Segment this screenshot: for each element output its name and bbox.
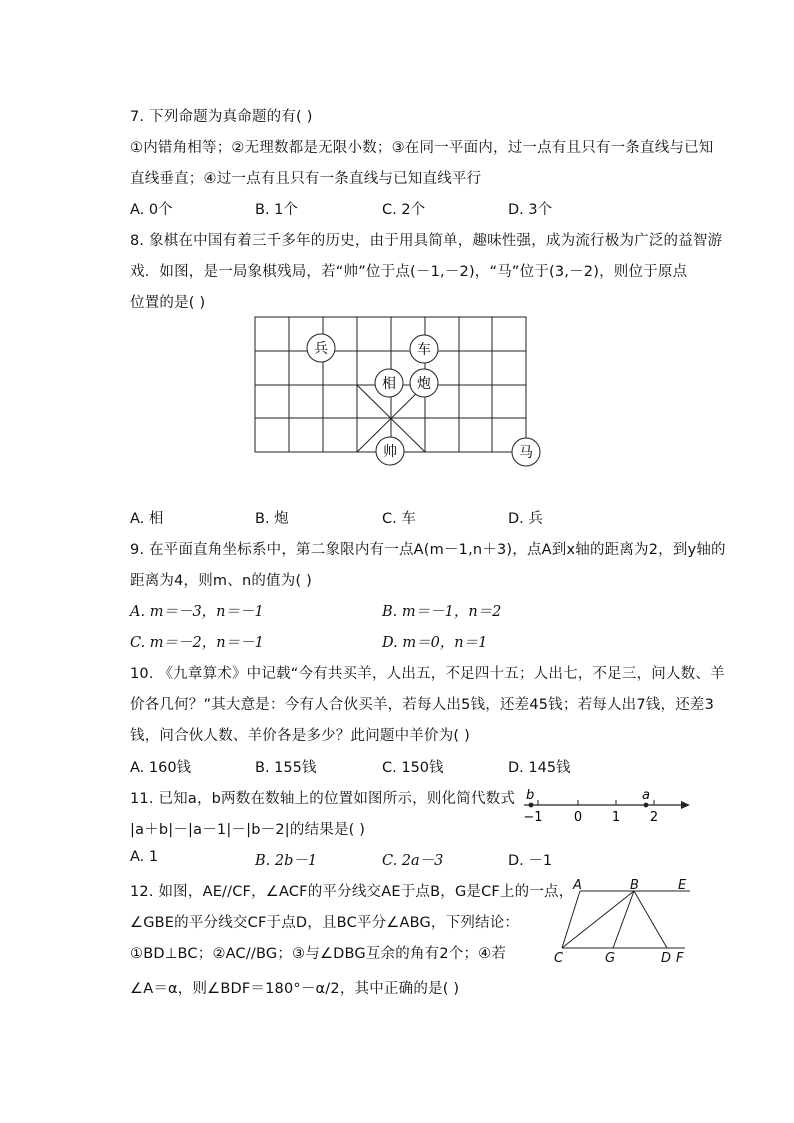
point-a-dot xyxy=(644,803,649,808)
geometry-figure xyxy=(545,878,705,968)
number-line-figure xyxy=(508,788,696,826)
q7-option-d: D. 3个 xyxy=(508,202,553,218)
label-c: C xyxy=(554,951,564,966)
q7-option-a: A. 0个 xyxy=(130,202,173,218)
piece-bing xyxy=(307,334,335,362)
piece-pao-label: 炮 xyxy=(417,376,431,392)
q7-stem: 7. 下列命题为真命题的有( ) xyxy=(130,109,313,125)
piece-che xyxy=(410,335,438,363)
label-g: G xyxy=(605,951,616,966)
q8-line1: 8. 象棋在中国有着三千多年的历史，由于用具简单，趣味性强，成为流行极为广泛的益智游 xyxy=(130,233,723,249)
label-e: E xyxy=(678,878,687,893)
q11-line2: |a＋b|－|a－1|－|b－2|的结果是( ) xyxy=(130,822,366,838)
xiangqi-board-figure xyxy=(240,310,550,470)
q10-line3: 钱，问合伙人数、羊价各是多少？此问题中羊价为( ) xyxy=(130,728,470,744)
tick-label-2: 2 xyxy=(649,810,659,825)
piece-xiang-label: 相 xyxy=(382,376,396,392)
q12-line2: ∠GBE的平分线交CF于点D，且BC平分∠ABG，下列结论： xyxy=(130,915,520,931)
q10-line2: 价各几何？”其大意是：今有人合伙买羊，若每人出5钱，还差45钱；若每人出7钱，还差3 xyxy=(130,697,715,713)
tick-label-1: 1 xyxy=(611,810,621,825)
tick-label-neg1: −1 xyxy=(523,810,543,825)
piece-che-label: 车 xyxy=(417,342,431,358)
q10-option-a: A. 160钱 xyxy=(130,760,192,776)
axis-arrow-icon xyxy=(681,801,690,809)
q7-option-c: C. 2个 xyxy=(382,202,426,218)
q11-option-a: A. 1 xyxy=(130,849,159,865)
piece-bing-label: 兵 xyxy=(314,341,328,357)
q11-option-d: D. －1 xyxy=(508,853,553,869)
q8-option-a: A. 相 xyxy=(130,511,164,527)
label-f: F xyxy=(676,951,684,966)
q10-option-c: C. 150钱 xyxy=(382,760,444,776)
q8-line3: 位置的是( ) xyxy=(130,295,206,311)
q8-option-d: D. 兵 xyxy=(508,511,543,527)
q10-option-d: D. 145钱 xyxy=(508,760,571,776)
label-d: D xyxy=(661,951,672,966)
q7-line1: ①内错角相等；②无理数都是无限小数；③在同一平面内，过一点有且只有一条直线与已知 xyxy=(130,140,714,156)
q9-line2: 距离为4，则m、n的值为( ) xyxy=(130,573,312,589)
piece-ma xyxy=(512,438,540,466)
segment-ac xyxy=(562,891,580,948)
piece-pao xyxy=(410,369,438,397)
q9-option-c: C. m＝－2，n＝－1 xyxy=(130,635,264,651)
q9-option-b: B. m＝－1，n＝2 xyxy=(382,604,502,620)
piece-ma-label: 马 xyxy=(519,445,533,461)
point-a-label: a xyxy=(642,788,650,803)
segment-bd xyxy=(634,891,667,948)
q12-line1: 12. 如图，AE//CF，∠ACF的平分线交AE于点B，G是CF上的一点， xyxy=(130,884,574,900)
q11-line1: 11. 已知a，b两数在数轴上的位置如图所示，则化简代数式 xyxy=(130,791,516,807)
piece-shuai xyxy=(376,437,404,465)
q8-option-c: C. 车 xyxy=(382,511,416,527)
q9-option-d: D. m＝0，n＝1 xyxy=(382,635,488,651)
q10-option-b: B. 155钱 xyxy=(255,760,317,776)
q12-line4: ∠A＝α，则∠BDF＝180°－α/2，其中正确的是( ) xyxy=(130,981,460,997)
label-a: A xyxy=(573,878,582,893)
q7-line2: 直线垂直；④过一点有且只有一条直线与已知直线平行 xyxy=(130,171,482,187)
tick-label-0: 0 xyxy=(573,810,583,825)
piece-xiang xyxy=(375,369,403,397)
q9-option-a: A. m＝－3，n＝－1 xyxy=(130,604,264,620)
q8-line2: 戏．如图，是一局象棋残局，若“帅”位于点(－1,－2)，“马”位于(3,－2)，则位于原点 xyxy=(130,264,688,280)
q11-option-b: B. 2b－1 xyxy=(255,853,318,869)
q8-option-b: B. 炮 xyxy=(255,511,289,527)
point-b-label: b xyxy=(526,788,535,803)
q9-line1: 9. 在平面直角坐标系中，第二象限内有一点A(m－1,n＋3)，点A到x轴的距离为2，到y轴的 xyxy=(130,542,726,558)
point-b-dot xyxy=(529,803,534,808)
q10-line1: 10. 《九章算术》中记载“今有共买羊，人出五，不足四十五；人出七，不足三，问人数、羊 xyxy=(130,666,725,682)
q7-option-b: B. 1个 xyxy=(255,202,298,218)
label-b: B xyxy=(630,878,639,893)
piece-shuai-label: 帅 xyxy=(383,444,397,460)
q12-line3: ①BD⊥BC；②AC//BG；③与∠DBG互余的角有2个；④若 xyxy=(130,946,507,962)
q11-option-c: C. 2a－3 xyxy=(382,853,444,869)
